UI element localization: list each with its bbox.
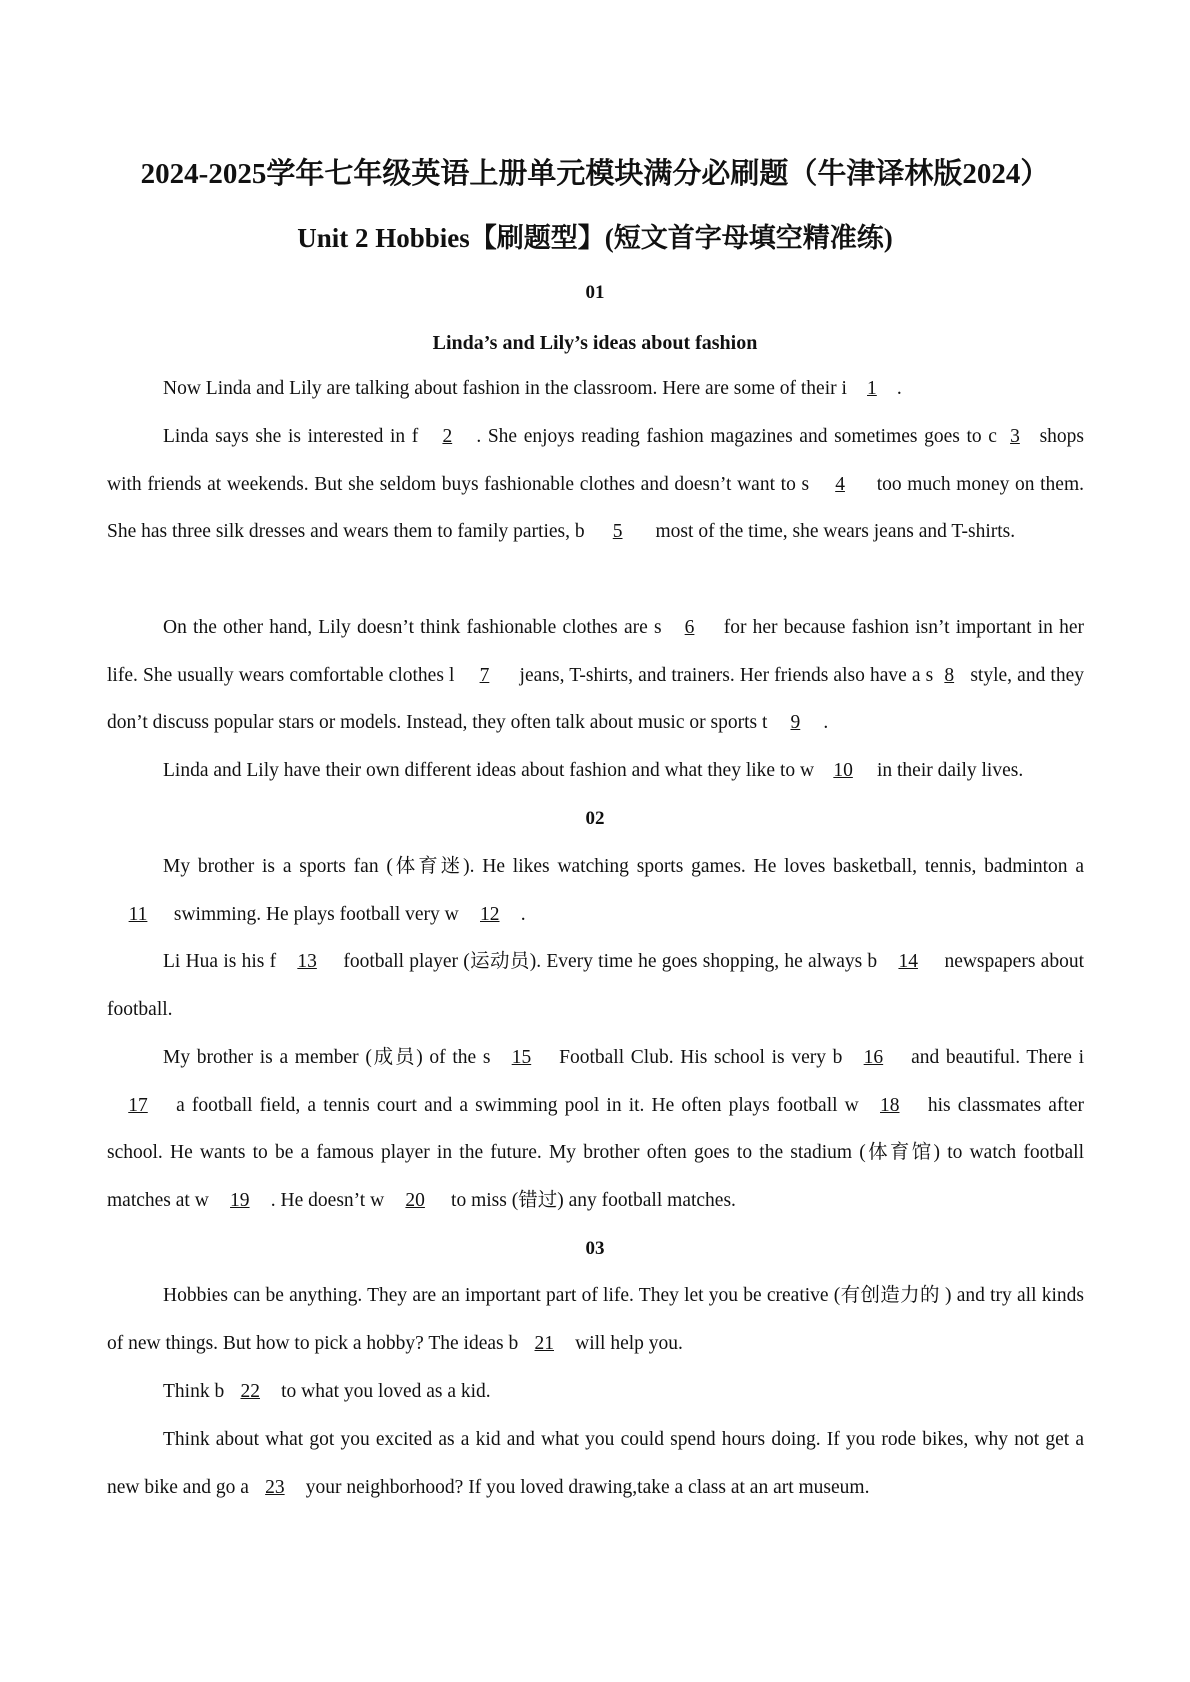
passage2-paragraph-3: My brother is a member (成员) of the s 15 Football Club. His school is very b 16 and beautiful. There i17 a football field, a tennis court and a swimming pool in it. He often plays football w 18 his classmates after school. He wants to be a famous player in the future. My brother often goes to the stadium (体育馆) to watch football matches at w 19 . He doesn’t w 20 to miss (错过) any football matches. xyxy=(107,1034,1084,1224)
passage-title: Linda’s and Lily’s ideas about fashion xyxy=(432,332,758,354)
document-title: 2024-2025学年七年级英语上册单元模块满分必刷题（牛津译林版2024） xyxy=(140,158,1050,190)
blank-16[interactable]: 16 xyxy=(863,1047,884,1068)
passage1-paragraph-2: Linda says she is interested in f 2 . She enjoys reading fashion magazines and sometimes goes to c 3 shops with friends at weekends. But she seldom buys fashionable clothes and doesn’t want to s 4 too much money on them. She has three silk dresses and wears them to family parties, b 5 most of the time, she wears jeans and T-shirts. xyxy=(107,413,1084,556)
blank-21[interactable]: 21 xyxy=(534,1332,554,1354)
blank-22[interactable]: 22 xyxy=(240,1381,260,1402)
passage1-paragraph-3: On the other hand, Lily doesn’t think fashionable clothes are s 6 for her because fashion isn’t important in her life. She usually wears comfortable clothes l 7 jeans, T-shirts, and trainers. Her friends also have a s 8 style, and they don’t discuss popular stars or models. Instead, they often talk about music or sports t 9 . xyxy=(107,604,1084,747)
blank-5[interactable]: 5 xyxy=(612,521,623,543)
blank-14[interactable]: 14 xyxy=(898,951,918,972)
passage3-paragraph-1: Hobbies can be anything. They are an important part of life. They let you be creative (有创造力的 ) and try all kinds of new things. But how to pick a hobby? The ideas b 21 will help you. xyxy=(107,1272,1084,1367)
blank-2[interactable]: 2 xyxy=(442,426,453,447)
passage1-paragraph-1: Now Linda and Lily are talking about fashion in the classroom. Here are some of their i 1 . xyxy=(107,365,1084,413)
blank-18[interactable]: 18 xyxy=(880,1094,900,1116)
blank-1[interactable]: 1 xyxy=(867,378,877,399)
passage3-paragraph-2: Think b 22 to what you loved as a kid. xyxy=(107,1368,1084,1416)
passage3-paragraph-3: Think about what got you excited as a kid and what you could spend hours doing. If you rode bikes, why not get a new bike and go a 23 your neighborhood? If you loved drawing,take a class at an art museum. xyxy=(107,1416,1084,1511)
blank-12[interactable]: 12 xyxy=(480,903,500,925)
blank-19[interactable]: 19 xyxy=(230,1189,250,1211)
blank-15[interactable]: 15 xyxy=(511,1047,532,1068)
blank-4[interactable]: 4 xyxy=(835,473,845,495)
blank-7[interactable]: 7 xyxy=(479,664,490,686)
blank-20[interactable]: 20 xyxy=(405,1189,425,1211)
blank-13[interactable]: 13 xyxy=(297,951,317,972)
passage1-paragraph-4: Linda and Lily have their own different ideas about fashion and what they like to w 10 in their daily lives. xyxy=(107,747,1084,795)
blank-11[interactable]: 11 xyxy=(128,903,148,925)
blank-17[interactable]: 17 xyxy=(128,1094,148,1116)
blank-23[interactable]: 23 xyxy=(265,1476,285,1498)
blank-9[interactable]: 9 xyxy=(790,712,801,734)
blank-6[interactable]: 6 xyxy=(684,617,695,638)
document-subtitle: Unit 2 Hobbies【刷题型】(短文首字母填空精准练) xyxy=(297,223,893,253)
blank-10[interactable]: 10 xyxy=(833,760,853,781)
blank-3[interactable]: 3 xyxy=(1010,426,1020,447)
section-number-03: 03 xyxy=(585,1238,605,1259)
section-number-02: 02 xyxy=(585,808,605,829)
passage2-paragraph-2: Li Hua is his f 13 football player (运动员). Every time he goes shopping, he always b 14 newspapers about football. xyxy=(107,938,1084,1033)
section-number-01: 01 xyxy=(585,282,605,303)
passage2-paragraph-1: My brother is a sports fan (体育迷). He likes watching sports games. He loves basketball, tennis, badminton a11 swimming. He plays football very w 12 . xyxy=(107,843,1084,938)
blank-8[interactable]: 8 xyxy=(944,664,955,686)
